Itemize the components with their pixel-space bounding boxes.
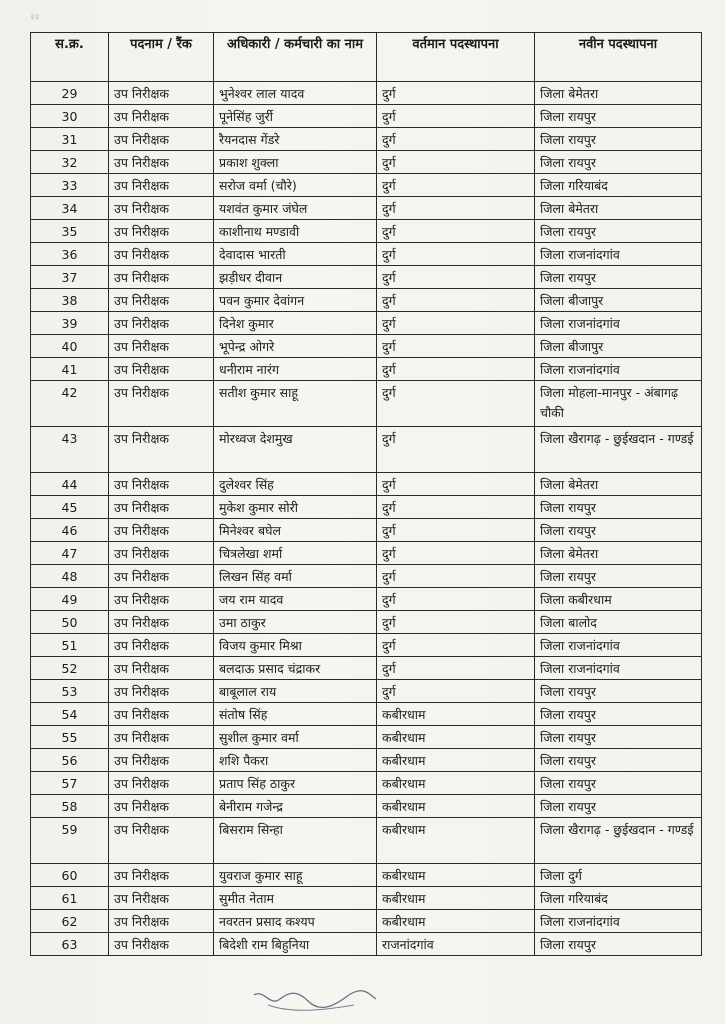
table-row — [31, 151, 702, 174]
table-row — [31, 795, 702, 818]
cell-new-posting: जिला रायपुर — [535, 749, 702, 772]
cell-new-posting: जिला बीजापुर — [535, 335, 702, 358]
transfer-table — [30, 32, 702, 956]
cell-rank: उप निरीक्षक — [109, 496, 214, 519]
cell-officer-name: उमा ठाकुर — [214, 611, 377, 634]
table-row — [31, 174, 702, 197]
cell-rank: उप निरीक्षक — [109, 634, 214, 657]
cell-sno: 34 — [31, 197, 109, 220]
cell-new-posting: जिला राजनांदगांव — [535, 657, 702, 680]
cell-officer-name: सुशील कुमार वर्मा — [214, 726, 377, 749]
cell-sno: 60 — [31, 864, 109, 887]
cell-rank: उप निरीक्षक — [109, 358, 214, 381]
table-body — [31, 82, 702, 956]
cell-rank: उप निरीक्षक — [109, 749, 214, 772]
cell-rank: उप निरीक्षक — [109, 795, 214, 818]
cell-officer-name: काशीनाथ मण्डावी — [214, 220, 377, 243]
cell-sno: 58 — [31, 795, 109, 818]
cell-current-posting: दुर्ग — [377, 427, 535, 473]
cell-officer-name: पवन कुमार देवांगन — [214, 289, 377, 312]
cell-new-posting: जिला मोहला-मानपुर - अंबागढ़ चौकी — [535, 381, 702, 427]
cell-officer-name: यशवंत कुमार जंघेल — [214, 197, 377, 220]
cell-rank: उप निरीक्षक — [109, 542, 214, 565]
cell-officer-name: विजय कुमार मिश्रा — [214, 634, 377, 657]
table-row — [31, 588, 702, 611]
table-row — [31, 105, 702, 128]
cell-rank: उप निरीक्षक — [109, 588, 214, 611]
cell-officer-name: धनीराम नारंग — [214, 358, 377, 381]
cell-current-posting: कबीरधाम — [377, 703, 535, 726]
cell-officer-name: झड़ीधर दीवान — [214, 266, 377, 289]
cell-current-posting: कबीरधाम — [377, 818, 535, 864]
cell-new-posting: जिला बेमेतरा — [535, 473, 702, 496]
cell-current-posting: दुर्ग — [377, 634, 535, 657]
cell-officer-name: मोरध्वज देशमुख — [214, 427, 377, 473]
cell-rank: उप निरीक्षक — [109, 82, 214, 105]
cell-rank: उप निरीक्षक — [109, 565, 214, 588]
table-row — [31, 864, 702, 887]
cell-officer-name: भुनेश्वर लाल यादव — [214, 82, 377, 105]
cell-current-posting: दुर्ग — [377, 266, 535, 289]
cell-rank: उप निरीक्षक — [109, 772, 214, 795]
table-row — [31, 818, 702, 864]
cell-new-posting: जिला कबीरधाम — [535, 588, 702, 611]
cell-new-posting: जिला बीजापुर — [535, 289, 702, 312]
cell-sno: 61 — [31, 887, 109, 910]
cell-current-posting: दुर्ग — [377, 565, 535, 588]
cell-rank: उप निरीक्षक — [109, 243, 214, 266]
cell-rank: उप निरीक्षक — [109, 680, 214, 703]
cell-rank: उप निरीक्षक — [109, 197, 214, 220]
table-row — [31, 335, 702, 358]
table-row — [31, 634, 702, 657]
cell-new-posting: जिला रायपुर — [535, 565, 702, 588]
cell-sno: 36 — [31, 243, 109, 266]
cell-new-posting: जिला रायपुर — [535, 496, 702, 519]
cell-officer-name: सतीश कुमार साहू — [214, 381, 377, 427]
cell-new-posting: जिला रायपुर — [535, 266, 702, 289]
cell-sno: 35 — [31, 220, 109, 243]
cell-current-posting: दुर्ग — [377, 473, 535, 496]
header-new-posting: नवीन पदस्थापना — [535, 33, 702, 82]
cell-current-posting: कबीरधाम — [377, 887, 535, 910]
cell-officer-name: नवरतन प्रसाद कश्यप — [214, 910, 377, 933]
cell-sno: 47 — [31, 542, 109, 565]
cell-sno: 63 — [31, 933, 109, 956]
cell-sno: 62 — [31, 910, 109, 933]
cell-new-posting: जिला दुर्ग — [535, 864, 702, 887]
cell-current-posting: दुर्ग — [377, 335, 535, 358]
cell-current-posting: दुर्ग — [377, 82, 535, 105]
cell-new-posting: जिला रायपुर — [535, 128, 702, 151]
cell-officer-name: जय राम यादव — [214, 588, 377, 611]
cell-new-posting: जिला खैरागढ़ - छुईखदान - गण्डई — [535, 427, 702, 473]
cell-rank: उप निरीक्षक — [109, 657, 214, 680]
table-row — [31, 680, 702, 703]
cell-officer-name: बाबूलाल राय — [214, 680, 377, 703]
table-row — [31, 772, 702, 795]
cell-current-posting: दुर्ग — [377, 519, 535, 542]
cell-sno: 46 — [31, 519, 109, 542]
cell-sno: 49 — [31, 588, 109, 611]
cell-current-posting: दुर्ग — [377, 197, 535, 220]
table-row — [31, 312, 702, 335]
cell-rank: उप निरीक्षक — [109, 151, 214, 174]
cell-officer-name: सुमीत नेताम — [214, 887, 377, 910]
cell-sno: 29 — [31, 82, 109, 105]
cell-officer-name: बिदेशी राम बिहुनिया — [214, 933, 377, 956]
cell-rank: उप निरीक्षक — [109, 933, 214, 956]
cell-officer-name: दुलेश्वर सिंह — [214, 473, 377, 496]
cell-sno: 50 — [31, 611, 109, 634]
cell-sno: 57 — [31, 772, 109, 795]
cell-current-posting: दुर्ग — [377, 312, 535, 335]
cell-current-posting: दुर्ग — [377, 542, 535, 565]
cell-sno: 42 — [31, 381, 109, 427]
cell-current-posting: दुर्ग — [377, 151, 535, 174]
signature-mark — [250, 985, 380, 1015]
table-row — [31, 82, 702, 105]
cell-current-posting: दुर्ग — [377, 243, 535, 266]
cell-current-posting: दुर्ग — [377, 588, 535, 611]
cell-officer-name: शशि पैकरा — [214, 749, 377, 772]
cell-current-posting: दुर्ग — [377, 657, 535, 680]
cell-officer-name: बिसराम सिन्हा — [214, 818, 377, 864]
cell-rank: उप निरीक्षक — [109, 703, 214, 726]
table-row — [31, 703, 702, 726]
cell-rank: उप निरीक्षक — [109, 726, 214, 749]
cell-current-posting: दुर्ग — [377, 220, 535, 243]
cell-new-posting: जिला गरियाबंद — [535, 887, 702, 910]
cell-new-posting: जिला राजनांदगांव — [535, 910, 702, 933]
cell-sno: 40 — [31, 335, 109, 358]
cell-new-posting: जिला रायपुर — [535, 220, 702, 243]
table-row — [31, 749, 702, 772]
cell-officer-name: रैयनदास गेंडरे — [214, 128, 377, 151]
page-corner-mark: २२ — [30, 13, 40, 23]
cell-new-posting: जिला बेमेतरा — [535, 197, 702, 220]
cell-current-posting: दुर्ग — [377, 358, 535, 381]
cell-rank: उप निरीक्षक — [109, 473, 214, 496]
cell-sno: 52 — [31, 657, 109, 680]
cell-sno: 59 — [31, 818, 109, 864]
cell-new-posting: जिला राजनांदगांव — [535, 634, 702, 657]
cell-sno: 44 — [31, 473, 109, 496]
cell-sno: 55 — [31, 726, 109, 749]
cell-current-posting: कबीरधाम — [377, 726, 535, 749]
cell-rank: उप निरीक्षक — [109, 887, 214, 910]
table-row — [31, 289, 702, 312]
cell-sno: 38 — [31, 289, 109, 312]
cell-sno: 43 — [31, 427, 109, 473]
cell-rank: उप निरीक्षक — [109, 335, 214, 358]
cell-new-posting: जिला राजनांदगांव — [535, 243, 702, 266]
cell-officer-name: देवादास भारती — [214, 243, 377, 266]
cell-new-posting: जिला रायपुर — [535, 795, 702, 818]
cell-current-posting: दुर्ग — [377, 105, 535, 128]
cell-new-posting: जिला बेमेतरा — [535, 542, 702, 565]
cell-officer-name: बलदाऊ प्रसाद चंद्राकर — [214, 657, 377, 680]
cell-new-posting: जिला बेमेतरा — [535, 82, 702, 105]
header-officer-name: अधिकारी / कर्मचारी का नाम — [214, 33, 377, 82]
cell-officer-name: दिनेश कुमार — [214, 312, 377, 335]
cell-sno: 53 — [31, 680, 109, 703]
cell-sno: 39 — [31, 312, 109, 335]
cell-current-posting: कबीरधाम — [377, 864, 535, 887]
cell-current-posting: कबीरधाम — [377, 772, 535, 795]
cell-sno: 48 — [31, 565, 109, 588]
table-row — [31, 427, 702, 473]
cell-rank: उप निरीक्षक — [109, 128, 214, 151]
table-row — [31, 657, 702, 680]
cell-new-posting: जिला राजनांदगांव — [535, 358, 702, 381]
cell-rank: उप निरीक्षक — [109, 174, 214, 197]
table-header-row — [31, 33, 702, 82]
cell-new-posting: जिला रायपुर — [535, 772, 702, 795]
table-row — [31, 266, 702, 289]
table-row — [31, 197, 702, 220]
cell-new-posting: जिला रायपुर — [535, 726, 702, 749]
table-row — [31, 542, 702, 565]
cell-new-posting: जिला बालोद — [535, 611, 702, 634]
cell-current-posting: दुर्ग — [377, 174, 535, 197]
cell-sno: 45 — [31, 496, 109, 519]
cell-rank: उप निरीक्षक — [109, 381, 214, 427]
cell-officer-name: मुकेश कुमार सोरी — [214, 496, 377, 519]
table-row — [31, 519, 702, 542]
cell-current-posting: दुर्ग — [377, 381, 535, 427]
cell-sno: 56 — [31, 749, 109, 772]
cell-officer-name: चित्रलेखा शर्मा — [214, 542, 377, 565]
cell-new-posting: जिला खैरागढ़ - छुईखदान - गण्डई — [535, 818, 702, 864]
cell-officer-name: युवराज कुमार साहू — [214, 864, 377, 887]
cell-rank: उप निरीक्षक — [109, 220, 214, 243]
cell-officer-name: लिखन सिंह वर्मा — [214, 565, 377, 588]
cell-new-posting: जिला रायपुर — [535, 680, 702, 703]
table-row — [31, 496, 702, 519]
cell-rank: उप निरीक्षक — [109, 818, 214, 864]
cell-officer-name: प्रकाश शुक्ला — [214, 151, 377, 174]
table-row — [31, 726, 702, 749]
cell-officer-name: प्रताप सिंह ठाकुर — [214, 772, 377, 795]
cell-current-posting: कबीरधाम — [377, 749, 535, 772]
cell-rank: उप निरीक्षक — [109, 910, 214, 933]
cell-officer-name: मिनेश्वर बघेल — [214, 519, 377, 542]
cell-sno: 32 — [31, 151, 109, 174]
cell-rank: उप निरीक्षक — [109, 289, 214, 312]
cell-current-posting: राजनांदगांव — [377, 933, 535, 956]
cell-sno: 54 — [31, 703, 109, 726]
cell-sno: 31 — [31, 128, 109, 151]
cell-current-posting: दुर्ग — [377, 611, 535, 634]
cell-officer-name: पूनेसिंह जुर्री — [214, 105, 377, 128]
cell-current-posting: दुर्ग — [377, 496, 535, 519]
cell-sno: 51 — [31, 634, 109, 657]
table-row — [31, 358, 702, 381]
cell-current-posting: दुर्ग — [377, 128, 535, 151]
header-current-posting: वर्तमान पदस्थापना — [377, 33, 535, 82]
cell-rank: उप निरीक्षक — [109, 864, 214, 887]
cell-officer-name: सरोज वर्मा (चौरे) — [214, 174, 377, 197]
table-row — [31, 910, 702, 933]
cell-officer-name: बेनीराम गजेन्द्र — [214, 795, 377, 818]
table-row — [31, 243, 702, 266]
cell-officer-name: भूपेन्द्र ओगरे — [214, 335, 377, 358]
cell-rank: उप निरीक्षक — [109, 427, 214, 473]
table-row — [31, 128, 702, 151]
cell-current-posting: दुर्ग — [377, 680, 535, 703]
cell-rank: उप निरीक्षक — [109, 611, 214, 634]
table-row — [31, 565, 702, 588]
cell-rank: उप निरीक्षक — [109, 105, 214, 128]
cell-new-posting: जिला रायपुर — [535, 933, 702, 956]
cell-current-posting: दुर्ग — [377, 289, 535, 312]
cell-current-posting: कबीरधाम — [377, 795, 535, 818]
header-rank: पदनाम / रैंक — [109, 33, 214, 82]
table-row — [31, 933, 702, 956]
cell-new-posting: जिला रायपुर — [535, 703, 702, 726]
cell-sno: 37 — [31, 266, 109, 289]
cell-new-posting: जिला गरियाबंद — [535, 174, 702, 197]
cell-sno: 41 — [31, 358, 109, 381]
cell-officer-name: संतोष सिंह — [214, 703, 377, 726]
cell-new-posting: जिला राजनांदगांव — [535, 312, 702, 335]
cell-sno: 30 — [31, 105, 109, 128]
header-sno: स.क्र. — [31, 33, 109, 82]
cell-sno: 33 — [31, 174, 109, 197]
cell-rank: उप निरीक्षक — [109, 266, 214, 289]
cell-current-posting: कबीरधाम — [377, 910, 535, 933]
cell-rank: उप निरीक्षक — [109, 519, 214, 542]
table-row — [31, 381, 702, 427]
cell-new-posting: जिला रायपुर — [535, 151, 702, 174]
table-row — [31, 473, 702, 496]
table-row — [31, 220, 702, 243]
table-row — [31, 887, 702, 910]
cell-rank: उप निरीक्षक — [109, 312, 214, 335]
table-row — [31, 611, 702, 634]
cell-new-posting: जिला रायपुर — [535, 105, 702, 128]
cell-new-posting: जिला रायपुर — [535, 519, 702, 542]
